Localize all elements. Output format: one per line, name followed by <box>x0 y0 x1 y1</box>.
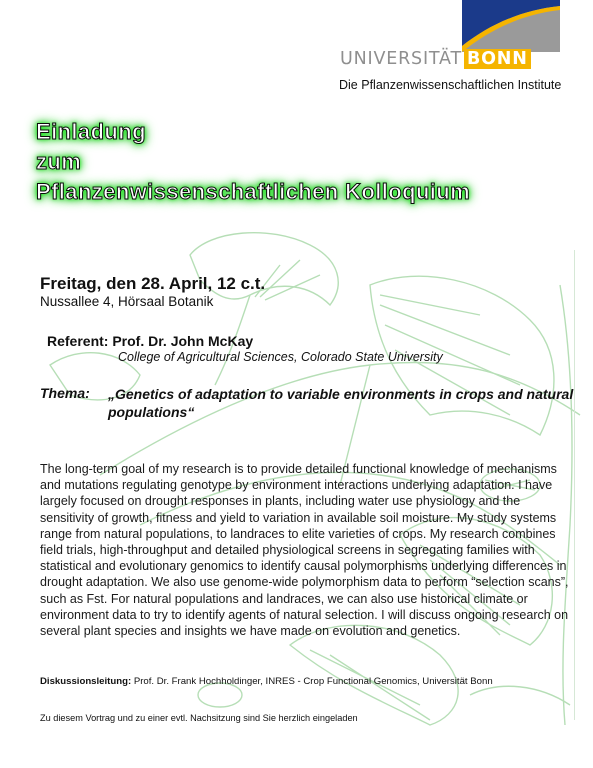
invitation-title <box>36 117 470 207</box>
abstract-text: The long-term goal of my research is to provide detailed functional knowledge of mechanisms and mutations regulating genotype by environment interactions underlying adaptation. I have largely focused on drought responses in plants, including water use physiology and the sensitivity of growth, fitness and yield to variation in available soil moisture. My study systems range from natural populations, to landraces to elite varieties of crops. My research combines field trials, high-throughput and detailed physiological screens in segregating families with statistical and evolutionary genomics to identify causal polymorphisms underlying differences in drought adaptation. We also use genome-wide polymorphism data to perform “selection scans”, such as Fst. For natural populations and landraces, we can also use historical climate or environment data to try to identify agents of natural selection. I will discuss ongoing research on several plant species and insights we have made on evolution and genetics. <box>40 462 569 639</box>
university-logo-icon <box>462 0 560 52</box>
title-line: zum <box>36 149 82 174</box>
speaker-affiliation: College of Agricultural Sciences, Colorado State University <box>118 350 443 364</box>
discussion-text: Prof. Dr. Frank Hochholdinger, INRES - Crop Functional Genomics, Universität Bonn <box>131 676 493 687</box>
invitation-note: Zu diesem Vortrag und zu einer evtl. Nachsitzung sind Sie herzlich eingeladen <box>40 713 358 723</box>
title-line: Pflanzenwissenschaftlichen Kolloquium <box>36 179 471 204</box>
discussion-label: Diskussionsleitung: <box>40 676 132 687</box>
institute-name: Die Pflanzenwissenschaftlichen Institute <box>339 78 562 92</box>
title-line: Einladung <box>36 119 146 144</box>
event-venue: Nussallee 4, Hörsaal Botanik <box>40 294 214 309</box>
event-date: Freitag, den 28. April, 12 c.t. <box>40 274 266 293</box>
university-name: UNIVERSITÄT BONN <box>340 49 531 69</box>
topic-label: Thema: <box>40 385 90 401</box>
speaker-name: Referent: Prof. Dr. John McKay <box>47 333 254 349</box>
topic-title: „Genetics of adaptation to variable environments in crops and natural populations“ <box>108 386 574 420</box>
discussion-chair <box>40 676 493 687</box>
university-city: BONN <box>464 49 531 69</box>
